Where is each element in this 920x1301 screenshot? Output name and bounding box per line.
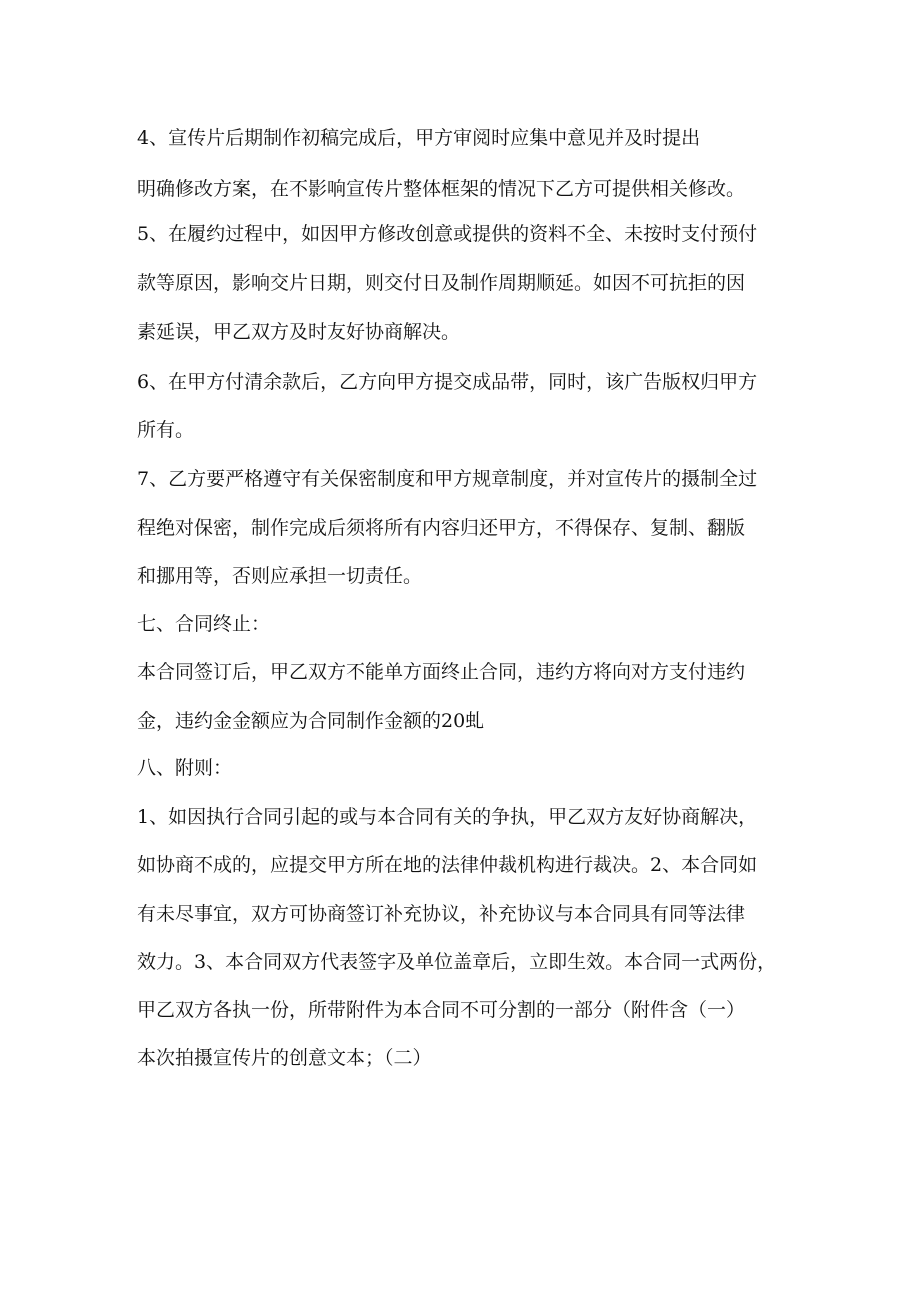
- text-line: 效力。3、本合同双方代表签字及单位盖章后，立即生效。本合同一式两份，: [137, 951, 777, 973]
- text-line: 甲乙双方各执一份，所带附件为本合同不可分割的一部分（附件含（一）: [137, 999, 746, 1021]
- text-line: 和挪用等，否则应承担一切责任。: [137, 565, 423, 587]
- text-line: 程绝对保密，制作完成后须将所有内容归还甲方，不得保存、复制、翻版: [137, 517, 746, 539]
- text-line: 5、在履约过程中，如因甲方修改创意或提供的资料不全、未按时支付预付: [137, 223, 758, 245]
- text-line: 明确修改方案，在不影响宣传片整体框架的情况下乙方可提供相关修改。: [137, 178, 746, 200]
- text-line: 6、在甲方付清余款后，乙方向甲方提交成品带，同时，该广告版权归甲方: [137, 371, 758, 393]
- text-line: 如协商不成的，应提交甲方所在地的法律仲裁机构进行裁决。2、本合同如: [137, 854, 758, 876]
- text-line: 7、乙方要严格遵守有关保密制度和甲方规章制度，并对宣传片的摄制全过: [137, 468, 758, 490]
- text-line: 金，违约金金额应为合同制作金额的20虬: [137, 710, 485, 732]
- text-line: 有未尽事宜，双方可协商签订补充协议，补充协议与本合同具有同等法律: [137, 903, 746, 925]
- section-heading: 七、合同终止：: [137, 613, 271, 635]
- section-heading: 八、附则：: [137, 757, 233, 779]
- text-line: 本次拍摄宣传片的创意文本；（二）: [137, 1047, 432, 1069]
- text-line: 本合同签订后，甲乙双方不能单方面终止合同，违约方将向对方支付违约: [137, 661, 746, 683]
- text-line: 4、宣传片后期制作初稿完成后，甲方审阅时应集中意见并及时提出: [137, 127, 701, 149]
- text-line: 所有。: [137, 419, 195, 441]
- text-line: 素延误，甲乙双方及时友好协商解决。: [137, 321, 461, 343]
- text-line: 款等原因，影响交片日期，则交付日及制作周期顺延。如因不可抗拒的因: [137, 272, 746, 294]
- text-line: 1、如因执行合同引起的或与本合同有关的争执，甲乙双方友好协商解决，: [137, 806, 758, 828]
